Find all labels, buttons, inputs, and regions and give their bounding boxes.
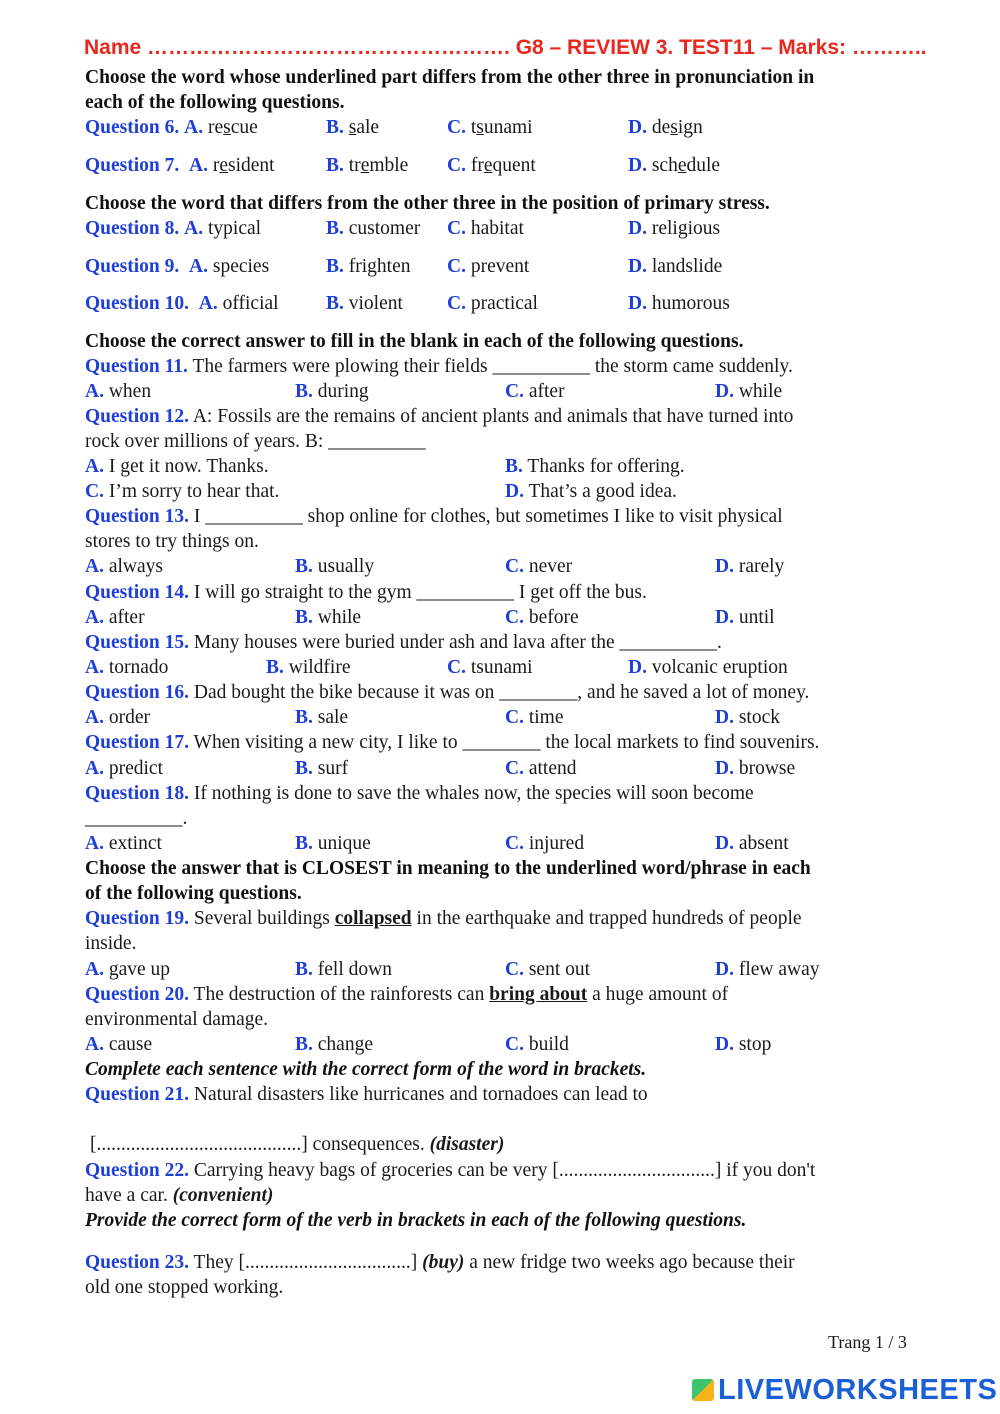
question-23-cont: old one stopped working. — [85, 1277, 284, 1298]
q7-option-d[interactable]: D. schedule — [628, 155, 721, 176]
worksheet-header: Name ……………………………………………. G8 – REVIEW 3. TEST11 – Marks: ……….. — [84, 36, 927, 59]
question-19: Question 19. Several buildings collapsed in the earthquake and trapped hundreds of people — [85, 908, 802, 929]
q14-option-d[interactable]: D. until — [715, 607, 775, 628]
q10-option-d[interactable]: D. humorous — [628, 293, 730, 314]
q13-option-c[interactable]: C. never — [505, 556, 573, 577]
q7-option-c[interactable]: C. frequent — [447, 155, 536, 176]
question-19-cont: inside. — [85, 933, 137, 954]
q16-option-b[interactable]: B. sale — [295, 707, 349, 728]
question-12-cont: rock over millions of years. B: __________ — [85, 431, 426, 452]
underlined-phrase: bring about — [489, 984, 588, 1005]
question-11: Question 11. The farmers were plowing their fields __________ the storm came suddenly. — [85, 356, 793, 377]
q10-option-c[interactable]: C. practical — [447, 293, 538, 314]
q7-option-b[interactable]: B. tremble — [326, 155, 409, 176]
q8-option-c[interactable]: C. habitat — [447, 218, 524, 239]
q18-option-c[interactable]: C. injured — [505, 833, 585, 854]
question-15: Question 15. Many houses were buried under ash and lava after the __________. — [85, 632, 722, 653]
q18-option-b[interactable]: B. unique — [295, 833, 371, 854]
q19-option-c[interactable]: C. sent out — [505, 959, 591, 980]
question-9: Question 9. A. species — [85, 256, 270, 277]
q10-option-b[interactable]: B. violent — [326, 293, 403, 314]
question-10: Question 10. A. official — [85, 293, 279, 314]
question-6: Question 6. A. rescue — [85, 117, 258, 138]
question-13: Question 13. I __________ shop online for clothes, but sometimes I like to visit physical — [85, 506, 783, 527]
underlined-word: collapsed — [334, 908, 412, 929]
question-14: Question 14. I will go straight to the gym __________ I get off the bus. — [85, 582, 647, 603]
q14-option-b[interactable]: B. while — [295, 607, 362, 628]
q8-option-b[interactable]: B. customer — [326, 218, 421, 239]
instruction-verb-form: Provide the correct form of the verb in brackets in each of the following questions. — [85, 1210, 747, 1231]
q13-option-b[interactable]: B. usually — [295, 556, 375, 577]
q9-option-c[interactable]: C. prevent — [447, 256, 530, 277]
q19-option-d[interactable]: D. flew away — [715, 959, 820, 980]
question-label: Question 6. — [85, 117, 180, 138]
question-22-cont: have a car. (convenient) — [85, 1185, 274, 1206]
q12-option-c[interactable]: C. I’m sorry to hear that. — [85, 481, 280, 502]
q15-option-b[interactable]: B. wildfire — [266, 657, 351, 678]
question-8: Question 8. A. typical — [85, 218, 262, 239]
q16-option-d[interactable]: D. stock — [715, 707, 781, 728]
instruction-pronunciation-cont: each of the following questions. — [85, 92, 345, 113]
liveworksheets-logo: LIVEWORKSHEETS — [692, 1374, 997, 1407]
question-16: Question 16. Dad bought the bike because it was on ________, and he saved a lot of money. — [85, 682, 810, 703]
q6-option-d[interactable]: D. design — [628, 117, 703, 138]
q20-option-c[interactable]: C. build — [505, 1034, 569, 1055]
instruction-closest-cont: of the following questions. — [85, 883, 302, 904]
q20-option-a[interactable]: A. cause — [85, 1034, 153, 1055]
question-17: Question 17. When visiting a new city, I like to ________ the local markets to find souvenirs. — [85, 732, 820, 753]
logo-icon — [692, 1379, 714, 1401]
q15-option-a[interactable]: A. tornado — [85, 657, 169, 678]
instruction-word-form: Complete each sentence with the correct form of the word in brackets. — [85, 1059, 647, 1080]
instruction-stress: Choose the word that differs from the other three in the position of primary stress. — [85, 193, 770, 214]
question-7: Question 7. A. resident — [85, 155, 275, 176]
q9-option-d[interactable]: D. landslide — [628, 256, 723, 277]
question-12: Question 12. A: Fossils are the remains of ancient plants and animals that have turned into — [85, 406, 794, 427]
q11-option-b[interactable]: B. during — [295, 381, 369, 402]
question-22[interactable]: Question 22. Carrying heavy bags of groceries can be very [................................] if you don't — [85, 1160, 816, 1181]
q14-option-c[interactable]: C. before — [505, 607, 579, 628]
q19-option-a[interactable]: A. gave up — [85, 959, 171, 980]
instruction-blank: Choose the correct answer to fill in the blank in each of the following questions. — [85, 331, 744, 352]
question-13-cont: stores to try things on. — [85, 531, 259, 552]
question-20: Question 20. The destruction of the rainforests can bring about a huge amount of — [85, 984, 729, 1005]
q20-option-b[interactable]: B. change — [295, 1034, 373, 1055]
q8-option-d[interactable]: D. religious — [628, 218, 721, 239]
q16-option-a[interactable]: A. order — [85, 707, 150, 728]
q15-option-c[interactable]: C. tsunami — [447, 657, 533, 678]
q6-option-b[interactable]: B. sale — [326, 117, 380, 138]
question-21: Question 21. Natural disasters like hurricanes and tornadoes can lead to — [85, 1084, 648, 1105]
question-18-cont: __________. — [85, 808, 188, 829]
question-23[interactable]: Question 23. They [..................................] (buy) a new fridge two weeks ago because their — [85, 1252, 795, 1273]
instruction-closest: Choose the answer that is CLOSEST in meaning to the underlined word/phrase in each — [85, 858, 811, 879]
question-20-cont: environmental damage. — [85, 1009, 269, 1030]
q20-option-d[interactable]: D. stop — [715, 1034, 772, 1055]
q17-option-a[interactable]: A. predict — [85, 758, 163, 779]
q14-option-a[interactable]: A. after — [85, 607, 145, 628]
q19-option-b[interactable]: B. fell down — [295, 959, 392, 980]
question-21-blank[interactable]: [..........................................] consequences. (disaster) — [90, 1134, 505, 1155]
page-number: Trang 1 / 3 — [828, 1332, 907, 1352]
q13-option-a[interactable]: A. always — [85, 556, 163, 577]
q18-option-d[interactable]: D. absent — [715, 833, 789, 854]
q12-option-a[interactable]: A. I get it now. Thanks. — [85, 456, 269, 477]
q17-option-d[interactable]: D. browse — [715, 758, 796, 779]
q13-option-d[interactable]: D. rarely — [715, 556, 785, 577]
q17-option-c[interactable]: C. attend — [505, 758, 577, 779]
q17-option-b[interactable]: B. surf — [295, 758, 349, 779]
q15-option-d[interactable]: D. volcanic eruption — [628, 657, 788, 678]
question-18: Question 18. If nothing is done to save the whales now, the species will soon become — [85, 783, 754, 804]
q6-option-c[interactable]: C. tsunami — [447, 117, 533, 138]
instruction-pronunciation: Choose the word whose underlined part differs from the other three in pronunciation in — [85, 67, 815, 88]
q11-option-a[interactable]: A. when — [85, 381, 152, 402]
q11-option-d[interactable]: D. while — [715, 381, 783, 402]
q12-option-d[interactable]: D. That’s a good idea. — [505, 481, 677, 502]
q18-option-a[interactable]: A. extinct — [85, 833, 162, 854]
q9-option-b[interactable]: B. frighten — [326, 256, 411, 277]
q16-option-c[interactable]: C. time — [505, 707, 564, 728]
q11-option-c[interactable]: C. after — [505, 381, 565, 402]
q12-option-b[interactable]: B. Thanks for offering. — [505, 456, 685, 477]
